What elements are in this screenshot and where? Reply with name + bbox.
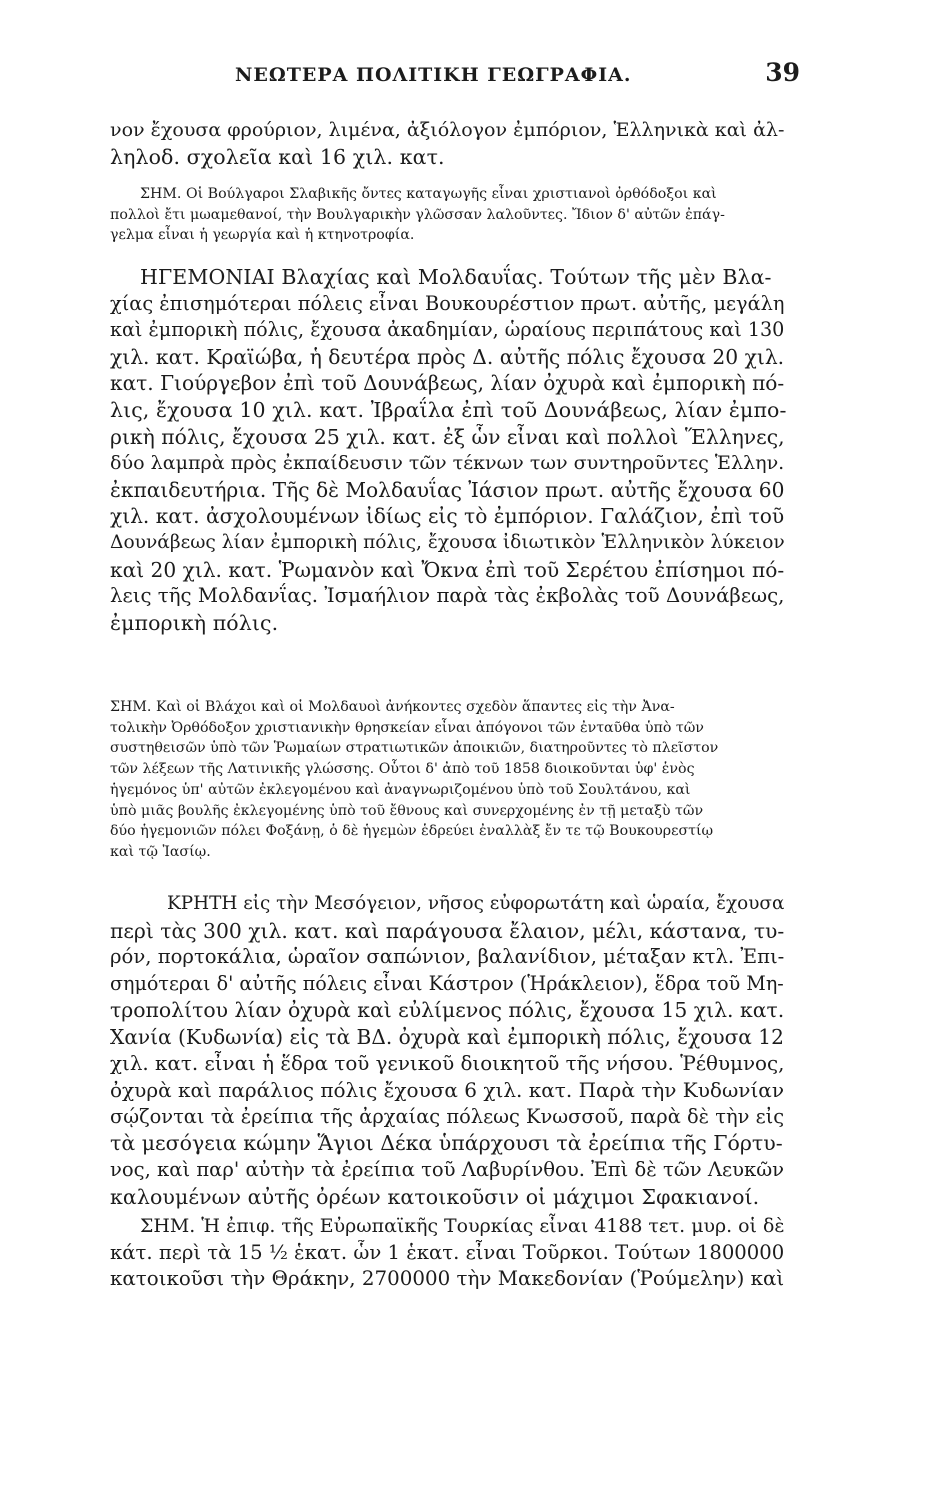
text-line: ΣΗΜ. Ἡ ἐπιφ. τῆς Εὐρωπαϊκῆς Τουρκίας εἶναι 4188 τετ. μυρ. οἱ δὲ [140,1215,785,1237]
note-line: γελμα εἶναι ἡ γεωργία καὶ ἡ κτηνοτροφία. [110,227,415,244]
note-line: τῶν λέξεων τῆς Λατινικῆς γλώσσης. Οὗτοι δ' ἀπὸ τοῦ 1858 διοικοῦνται ὑφ' ἑνὸς [110,761,695,778]
paragraph-continuation [110,117,788,170]
text-line: νον ἔχουσα φρούριον, λιμένα, ἀξιόλογον ἐμπόριον, Ἑλληνικὰ καὶ ἀλ- [110,119,785,141]
text-line: ἐκπαιδευτήρια. Τῆς δὲ Μολδαυΐας Ἰάσιον πρωτ. αὐτῆς ἔχουσα 60 [110,477,785,502]
page-number: 39 [765,58,800,87]
text-line: σημότεραι δ' αὐτῆς πόλεις εἶναι Κάστρον (Ἡράκλειον), ἕδρα τοῦ Μη- [110,971,784,995]
text-line: Δουνάβεως λίαν ἐμπορικὴ πόλις, ἔχουσα ἰδιωτικὸν Ἑλληνικὸν λύκειον [110,531,785,553]
text-line: τροπολίτου λίαν ὀχυρὰ καὶ εὐλίμενος πόλις, ἔχουσα 15 χιλ. κατ. [110,998,785,1023]
footnote-bulgarians [110,184,788,246]
text-line: χιλ. κατ. εἶναι ἡ ἕδρα τοῦ γενικοῦ διοικητοῦ τῆς νήσου. Ῥέθυμνος, [110,1051,785,1075]
text-line: νος, καὶ παρ' αὐτὴν τὰ ἐρείπια τοῦ Λαβυρίνθου. Ἐπὶ δὲ τῶν Λευκῶν [110,1157,785,1181]
text-line: Χανία (Κυδωνία) εἰς τὰ ΒΔ. ὀχυρὰ καὶ ἐμπορικὴ πόλις, ἔχουσα 12 [110,1024,784,1049]
running-title: ΝΕΩΤΕΡΑ ΠΟΛΙΤΙΚΗ ΓΕΩΓΡΑΦΙΑ. [235,64,632,86]
note-line: καὶ τῷ Ἰασίῳ. [110,843,211,860]
text-line: ΗΓΕΜΟΝΙΑΙ Βλαχίας καὶ Μολδαυΐας. Τούτων τῆς μὲν Βλα- [140,265,772,289]
text-line: δύο λαμπρὰ πρὸς ἐκπαίδευσιν τῶν τέκνων των συντηροῦντες Ἑλλην. [110,451,785,475]
text-line: χιλ. κατ. ἀσχολουμένων ἰδίως εἰς τὸ ἐμπόριον. Γαλάζιον, ἐπὶ τοῦ [110,504,785,529]
text-line: περὶ τὰς 300 χιλ. κατ. καὶ παράγουσα ἔλαιον, μέλι, κάστανα, τυ- [110,918,785,943]
paragraph-crete [110,891,788,1210]
text-line: λεις τῆς Μολδανΐας. Ἰσμαήλιον παρὰ τὰς ἐκβολὰς τοῦ Δουνάβεως, [110,584,785,608]
note-line: ὑπὸ μιᾶς βουλῆς ἐκλεγομένης ὑπὸ τοῦ ἔθνους καὶ συνερχομένης ἐν τῇ μεταξὺ τῶν [110,802,704,819]
note-line: δύο ἡγεμονιῶν πόλει Φοξάνῃ, ὁ δὲ ἡγεμὼν ἑδρεύει ἐναλλὰξ ἔν τε τῷ Βουκουρεστίῳ [110,823,714,840]
text-line: ὀχυρὰ καὶ παράλιος πόλις ἔχουσα 6 χιλ. κατ. Παρὰ τὴν Κυδωνίαν [110,1078,784,1103]
text-line: κατ. Γιούργεβον ἐπὶ τοῦ Δουνάβεως, λίαν ὀχυρὰ καὶ ἐμπορικὴ πό- [110,371,785,396]
text-line: χιλ. κατ. Κραϊώβα, ἡ δευτέρα πρὸς Δ. αὐτῆς πόλις ἔχουσα 20 χιλ. [110,344,785,369]
text-line: τὰ μεσόγεια κώμην Ἅγιοι Δέκα ὑπάρχουσι τὰ ἐρείπια τῆς Γόρτυ- [110,1131,783,1156]
text-line: λις, ἔχουσα 10 χιλ. κατ. Ἰβραΐλα ἐπὶ τοῦ Δουνάβεως, λίαν ἐμπο- [110,397,787,422]
note-line: ΣΗΜ. Οἱ Βούλγαροι Σλαβικῆς ὄντες καταγωγῆς εἶναι χριστιανοὶ ὀρθόδοξοι καὶ [140,186,717,202]
text-line: καλουμένων αὐτῆς ὀρέων κατοικοῦσιν οἱ μάχιμοι Σφακιανοί. [110,1184,760,1209]
note-line: συστηθεισῶν ὑπὸ τῶν Ῥωμαίων στρατιωτικῶν ἀποικιῶν, διατηροῦντες τὸ πλεῖστον [110,740,719,757]
text-line: ΚΡΗΤΗ εἰς τὴν Μεσόγειον, νῆσος εὐφορωτάτη καὶ ὡραία, ἔχουσα [167,893,785,914]
note-line: τολικὴν Ὀρθόδοξον χριστιανικὴν θρησκείαν εἶναι ἀπόγονοι τῶν ἐνταῦθα ὑπὸ τῶν [110,719,704,736]
text-line: καὶ 20 χιλ. κατ. Ῥωμανὸν καὶ Ὄκνα ἐπὶ τοῦ Σερέτου ἐπίσημοι πό- [110,557,785,582]
paragraph-principalities [110,264,788,636]
text-line: ρικὴ πόλις, ἔχουσα 25 χιλ. κατ. ἐξ ὧν εἶναι καὶ πολλοὶ Ἕλληνες, [110,424,785,449]
text-line: ἐμπορικὴ πόλις. [110,610,279,635]
text-line: καὶ ἐμπορικὴ πόλις, ἔχουσα ἀκαδημίαν, ὡραίους περιπάτους καὶ 130 [110,318,785,342]
note-line: ΣΗΜ. Καὶ οἱ Βλάχοι καὶ οἱ Μολδαυοὶ ἀνήκοντες σχεδὸν ἅπαντες εἰς τὴν Ἀνα- [110,699,675,715]
footnote-vlachs [110,697,788,863]
text-line: ληλοδ. σχολεῖα καὶ 16 χιλ. κατ. [110,144,445,169]
note-line: ἡγεμόνος ὑπ' αὐτῶν ἐκλεγομένου καὶ ἀναγνωριζομένου ὑπὸ τοῦ Σουλτάνου, καὶ [110,781,691,798]
text-line: σῴζονται τὰ ἐρείπια τῆς ἀρχαίας πόλεως Κνωσσοῦ, παρὰ δὲ τὴν εἰς [110,1104,785,1128]
text-line: κάτ. περὶ τὰ 15 ½ ἑκατ. ὧν 1 ἑκατ. εἶναι Τοῦρκοι. Τούτων 1800000 [110,1240,785,1264]
page-header [110,58,800,94]
note-european-turkey [110,1213,788,1293]
text-line: ρόν, πορτοκάλια, ὡραῖον σαπώνιον, βαλανίδιον, μέταξαν κτλ. Ἐπι- [110,945,785,969]
text-line: κατοικοῦσι τὴν Θράκην, 2700000 τὴν Μακεδονίαν (Ῥούμελην) καὶ [110,1267,785,1291]
text-line: χίας ἐπισημότεραι πόλεις εἶναι Βουκουρέστιον πρωτ. αὐτῆς, μεγάλη [110,291,785,315]
note-line: πολλοὶ ἔτι μωαμεθανοί, τὴν Βουλγαρικὴν γλῶσσαν λαλοῦντες. Ἴδιον δ' αὐτῶν ἐπάγ- [110,206,725,223]
